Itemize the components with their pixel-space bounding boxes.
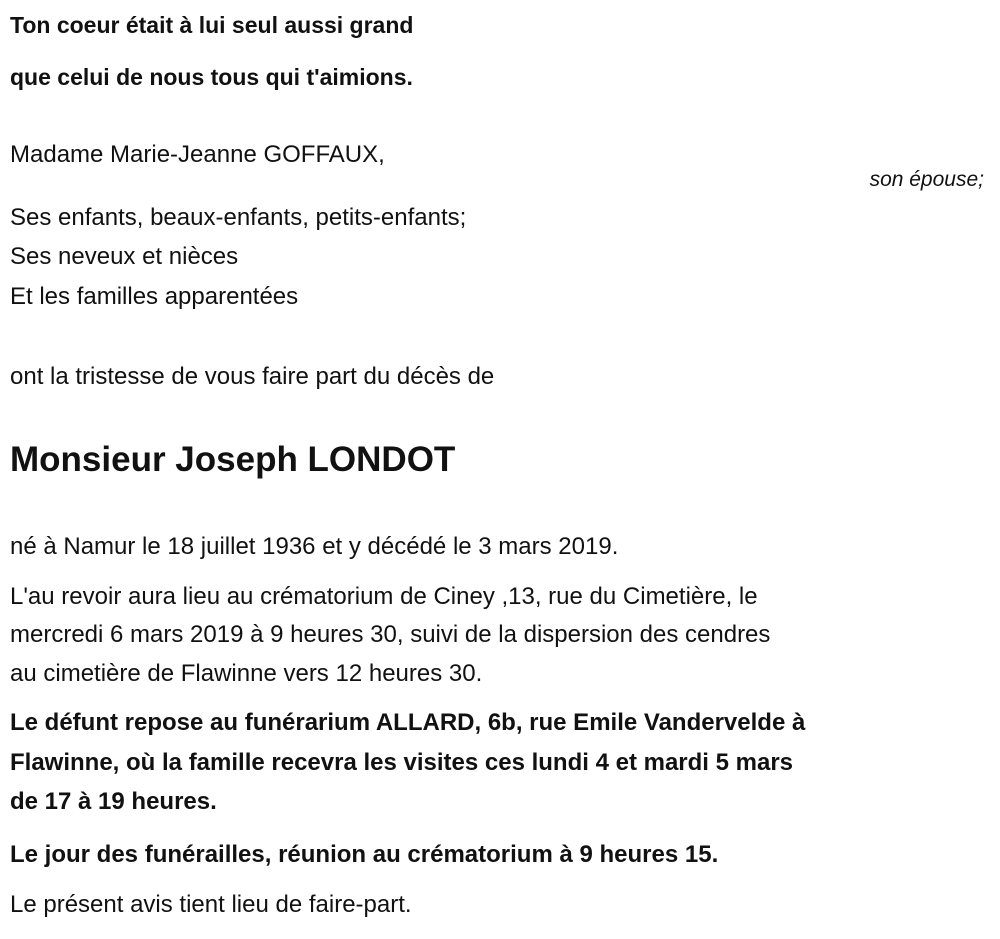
- birth-death: né à Namur le 18 juillet 1936 et y décédé le 3 mars 2019.: [10, 533, 619, 560]
- ceremony-line: au cimetière de Flawinne vers 12 heures 30.: [10, 660, 483, 687]
- family-nephews: Ses neveux et nièces: [10, 243, 239, 270]
- deceased-name: Monsieur Joseph LONDOT: [10, 440, 456, 479]
- closing: Le présent avis tient lieu de faire-part.: [10, 891, 412, 918]
- quote-line-1: Ton coeur était à lui seul aussi grand: [10, 12, 414, 38]
- ceremony-line: L'au revoir aura lieu au crématorium de Ciney ,13, rue du Cimetière, le: [10, 583, 758, 610]
- quote-line-2: que celui de nous tous qui t'aimions.: [10, 64, 413, 90]
- family-relatives: Et les familles apparentées: [10, 283, 299, 310]
- family-children: Ses enfants, beaux-enfants, petits-enfants;: [10, 204, 467, 231]
- visits-line: Flawinne, où la famille recevra les visites ces lundi 4 et mardi 5 mars: [10, 749, 794, 776]
- ceremony-line: mercredi 6 mars 2019 à 9 heures 30, suivi de la dispersion des cendres: [10, 621, 771, 648]
- visits-line: de 17 à 19 heures.: [10, 788, 217, 815]
- announcement: ont la tristesse de vous faire part du décès de: [10, 363, 495, 390]
- spouse-role: son épouse;: [869, 168, 984, 191]
- visits-line: Le défunt repose au funérarium ALLARD, 6b, rue Emile Vandervelde à: [10, 709, 806, 736]
- spouse-name: Madame Marie-Jeanne GOFFAUX,: [10, 141, 385, 168]
- meeting: Le jour des funérailles, réunion au crématorium à 9 heures 15.: [10, 841, 719, 868]
